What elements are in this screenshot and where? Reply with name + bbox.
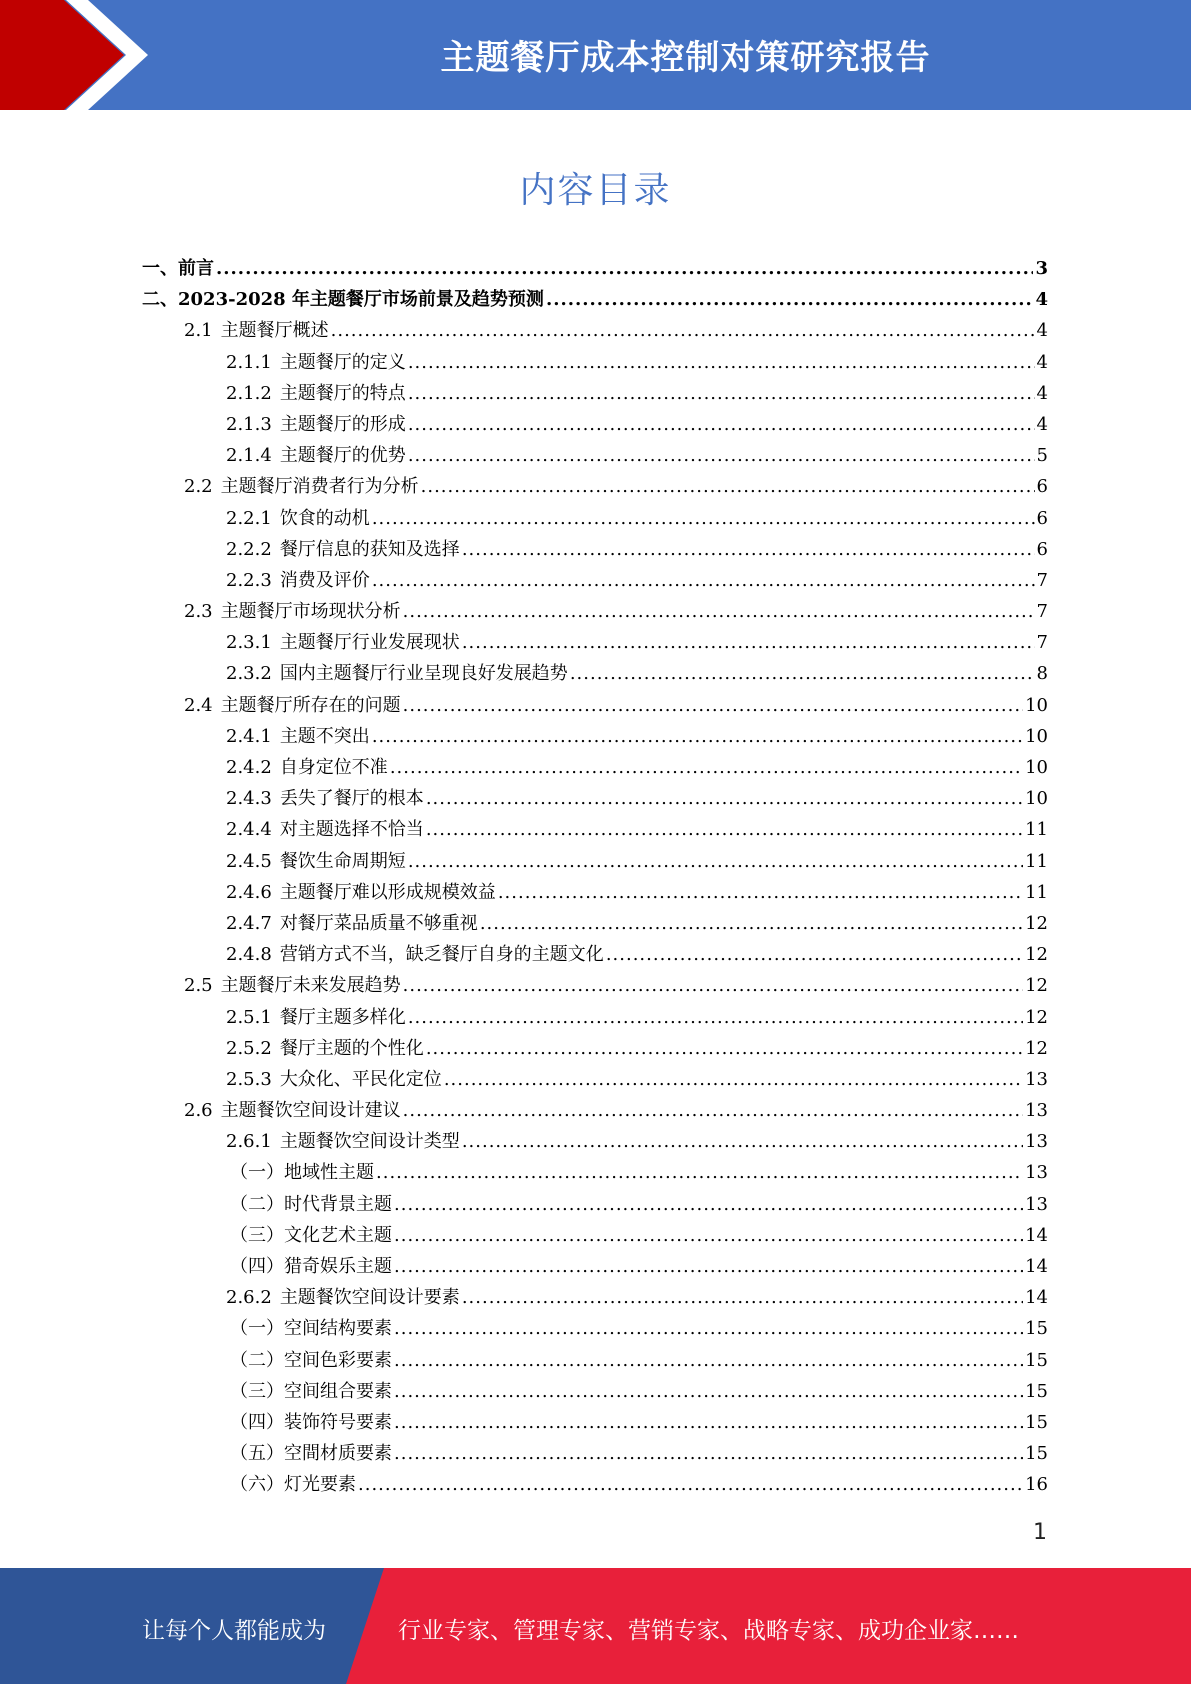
toc-entry-title: （三）文化艺术主题 <box>230 1224 392 1246</box>
toc-entry-number: 2.3.1 <box>226 632 272 654</box>
toc-leader-dots <box>462 632 1035 653</box>
toc-entry-title: 主题餐厅未来发展趋势 <box>220 975 401 997</box>
toc-entry[interactable] <box>142 815 1048 846</box>
toc-leader-dots <box>462 1131 1023 1152</box>
toc-leader-dots <box>394 1194 1023 1215</box>
toc-entry-number: 2.3 <box>184 601 213 623</box>
toc-entry-number: 2.1.4 <box>226 445 272 467</box>
toc-entry[interactable] <box>142 1003 1048 1034</box>
toc-entry[interactable] <box>142 1034 1048 1065</box>
toc-entry-number: 2.4.4 <box>226 819 272 841</box>
toc-entry-title: 主题餐厅行业发展现状 <box>279 632 460 654</box>
toc-leader-dots <box>372 726 1023 747</box>
toc-entry[interactable] <box>142 1346 1048 1377</box>
toc-leader-dots <box>408 1007 1023 1028</box>
toc-entry[interactable] <box>142 940 1048 971</box>
toc-leader-dots <box>426 788 1023 809</box>
toc-entry-title: 消费及评价 <box>279 569 370 591</box>
toc-leader-dots <box>390 757 1023 778</box>
toc-entry-title: 餐厅主题多样化 <box>279 1006 406 1028</box>
toc-entry[interactable] <box>142 597 1048 628</box>
toc-entry-title: 餐厅信息的获知及选择 <box>279 538 460 560</box>
toc-entry-number: 2.1.1 <box>226 351 272 373</box>
toc-leader-dots <box>394 1381 1023 1402</box>
toc-leader-dots <box>376 1162 1023 1183</box>
toc-leader-dots <box>331 320 1035 341</box>
toc-leader-dots <box>403 601 1035 622</box>
toc-entry-page: 4 <box>1036 351 1048 373</box>
toc-entry-page: 11 <box>1025 819 1048 841</box>
toc-entry-number: 2.4.3 <box>226 788 272 810</box>
table-of-contents <box>142 254 1048 1502</box>
toc-entry[interactable] <box>142 1408 1048 1439</box>
toc-leader-dots <box>546 289 1034 310</box>
toc-entry-page: 15 <box>1025 1349 1048 1371</box>
toc-entry-page: 10 <box>1025 694 1048 716</box>
toc-entry[interactable] <box>142 1158 1048 1189</box>
toc-entry-number: 2.5.1 <box>226 1006 272 1028</box>
toc-leader-dots <box>606 944 1023 965</box>
toc-entry-title: 主题餐厅概述 <box>220 320 329 342</box>
toc-entry-page: 14 <box>1025 1287 1048 1309</box>
toc-entry[interactable] <box>142 1470 1048 1501</box>
toc-entry-title: （二）时代背景主题 <box>230 1193 392 1215</box>
toc-entry-page: 13 <box>1025 1193 1048 1215</box>
toc-entry[interactable] <box>142 1127 1048 1158</box>
toc-leader-dots <box>462 539 1035 560</box>
toc-entry-page: 12 <box>1025 1037 1048 1059</box>
toc-entry[interactable] <box>142 535 1048 566</box>
toc-leader-dots <box>498 882 1023 903</box>
page-footer <box>0 1568 1191 1684</box>
toc-entry-title: （一）空间结构要素 <box>230 1318 392 1340</box>
toc-entry-title: 大众化、平民化定位 <box>279 1068 442 1090</box>
toc-entry-title: 饮食的动机 <box>279 507 370 529</box>
toc-entry-page: 16 <box>1025 1474 1048 1496</box>
toc-entry[interactable] <box>142 659 1048 690</box>
toc-entry-page: 7 <box>1036 569 1048 591</box>
toc-entry-number: 2.2.3 <box>226 569 272 591</box>
toc-entry-title: （四）装饰符号要素 <box>230 1411 392 1433</box>
toc-entry[interactable] <box>142 1314 1048 1345</box>
toc-entry-page: 4 <box>1036 382 1048 404</box>
toc-entry-number: 2.6.1 <box>226 1131 272 1153</box>
toc-leader-dots <box>358 1474 1023 1495</box>
toc-entry-title: 自身定位不准 <box>279 757 388 778</box>
toc-entry[interactable] <box>142 1096 1048 1127</box>
toc-entry-number: 2.2 <box>184 476 213 498</box>
toc-entry-title: 餐厅主题的个性化 <box>279 1037 424 1059</box>
toc-entry-title: 主题餐厅难以形成规模效益 <box>279 881 496 903</box>
toc-entry-number: 2.4.1 <box>226 725 272 747</box>
toc-entry-page: 7 <box>1036 601 1048 623</box>
toc-entry-title: 国内主题餐厅行业呈现良好发展趋势 <box>279 663 568 685</box>
toc-entry-page: 10 <box>1025 725 1048 747</box>
toc-leader-dots <box>408 352 1035 373</box>
toc-entry-number: 2.4.2 <box>226 757 272 778</box>
toc-leader-dots <box>408 414 1035 435</box>
toc-entry-title: 主题餐厅的优势 <box>279 445 406 467</box>
toc-entry-page: 6 <box>1036 538 1048 560</box>
toc-leader-dots <box>394 1443 1023 1464</box>
toc-entry-title: （二）空间色彩要素 <box>230 1349 392 1371</box>
toc-entry-page: 10 <box>1025 788 1048 810</box>
toc-entry-page: 14 <box>1025 1224 1048 1246</box>
toc-entry[interactable] <box>142 753 1048 784</box>
toc-entry-title: 营销方式不当，缺乏餐厅自身的主题文化 <box>279 944 604 966</box>
toc-entry-page: 6 <box>1036 507 1048 529</box>
toc-entry-page: 4 <box>1036 320 1048 342</box>
page-header <box>0 0 1191 110</box>
toc-entry-title: 主题餐厅的定义 <box>279 351 406 373</box>
toc-leader-dots <box>421 476 1035 497</box>
toc-entry[interactable] <box>142 1377 1048 1408</box>
toc-entry-page: 12 <box>1025 975 1048 997</box>
toc-entry-title: （四）猎奇娱乐主题 <box>230 1256 392 1277</box>
toc-leader-dots <box>444 1069 1023 1090</box>
toc-entry-page: 15 <box>1025 1443 1048 1465</box>
toc-entry-title: 丢失了餐厅的根本 <box>279 788 424 810</box>
toc-leader-dots <box>480 913 1023 934</box>
toc-entry-page: 15 <box>1025 1380 1048 1402</box>
toc-entry-page: 8 <box>1036 663 1048 685</box>
toc-entry-page: 15 <box>1025 1411 1048 1433</box>
toc-entry-page: 4 <box>1035 289 1048 311</box>
toc-entry[interactable] <box>142 379 1048 410</box>
toc-entry[interactable] <box>142 847 1048 878</box>
toc-entry-number: 2.1.2 <box>226 382 272 404</box>
toc-heading: 内容目录 <box>519 170 672 211</box>
toc-entry-page: 12 <box>1025 912 1048 934</box>
toc-entry[interactable] <box>142 285 1048 316</box>
toc-leader-dots <box>394 1412 1023 1433</box>
toc-entry-page: 10 <box>1025 757 1048 778</box>
toc-entry[interactable] <box>142 722 1048 753</box>
toc-entry-title: 对主题选择不恰当 <box>279 819 424 841</box>
toc-entry-page: 13 <box>1025 1162 1048 1184</box>
toc-leader-dots <box>408 851 1023 872</box>
toc-entry[interactable] <box>142 348 1048 379</box>
toc-entry[interactable] <box>142 971 1048 1002</box>
toc-entry-title: 主题餐厅消费者行为分析 <box>220 476 419 498</box>
toc-entry-title: 主题餐饮空间设计建议 <box>220 1100 401 1122</box>
toc-entry-title: 主题餐饮空间设计要素 <box>279 1287 460 1309</box>
toc-entry-page: 5 <box>1036 445 1048 467</box>
toc-leader-dots <box>394 1318 1023 1339</box>
toc-leader-dots <box>408 445 1035 466</box>
toc-entry-page: 11 <box>1025 881 1048 903</box>
toc-leader-dots <box>462 1287 1023 1308</box>
toc-entry-number: 2.5.2 <box>226 1037 272 1059</box>
toc-entry-title: 主题餐厅的形成 <box>279 413 406 435</box>
toc-entry-title: 一、前言 <box>142 258 214 279</box>
footer-slogan-right: 行业专家、管理专家、营销专家、战略专家、成功企业家…… <box>398 1618 1019 1644</box>
report-title: 主题餐厅成本控制对策研究报告 <box>440 38 931 78</box>
toc-entry-title: 主题不突出 <box>279 725 370 747</box>
toc-entry-page: 3 <box>1035 258 1048 279</box>
toc-entry-page: 15 <box>1025 1318 1048 1340</box>
toc-entry-number: 2.5.3 <box>226 1068 272 1090</box>
toc-entry-page: 13 <box>1025 1131 1048 1153</box>
toc-leader-dots <box>216 258 1033 279</box>
toc-entry[interactable] <box>142 441 1048 472</box>
toc-entry-number: 2.2.1 <box>226 507 272 529</box>
toc-entry-title: 对餐厅菜品质量不够重视 <box>279 912 478 934</box>
toc-leader-dots <box>394 1350 1023 1371</box>
toc-entry-title: 主题餐厅的特点 <box>279 382 406 404</box>
toc-entry-page: 7 <box>1036 632 1048 654</box>
toc-entry-number: 2.2.2 <box>226 538 272 560</box>
toc-entry[interactable] <box>142 1065 1048 1096</box>
toc-entry-title: 二、2023-2028 年主题餐厅市场前景及趋势预测 <box>142 289 544 311</box>
toc-entry-page: 14 <box>1025 1256 1048 1277</box>
toc-entry[interactable] <box>142 1221 1048 1252</box>
toc-entry-page: 13 <box>1025 1100 1048 1122</box>
toc-entry[interactable] <box>142 1439 1048 1470</box>
toc-entry-number: 2.4.8 <box>226 944 272 966</box>
toc-entry-title: （五）空間材质要素 <box>230 1443 392 1465</box>
toc-entry-page: 4 <box>1036 413 1048 435</box>
toc-entry-number: 2.4 <box>184 694 213 716</box>
toc-entry[interactable] <box>142 878 1048 909</box>
toc-leader-dots <box>403 695 1023 716</box>
toc-entry-title: （一）地域性主题 <box>230 1162 374 1184</box>
toc-entry-title: 餐饮生命周期短 <box>279 850 406 872</box>
toc-entry-number: 2.4.6 <box>226 881 272 903</box>
toc-entry-number: 2.4.7 <box>226 912 272 934</box>
toc-entry[interactable] <box>142 254 1048 285</box>
toc-leader-dots <box>394 1225 1023 1246</box>
toc-entry[interactable] <box>142 1283 1048 1314</box>
toc-leader-dots <box>394 1256 1023 1277</box>
toc-leader-dots <box>426 819 1023 840</box>
toc-leader-dots <box>570 663 1035 684</box>
toc-entry-number: 2.5 <box>184 975 213 997</box>
toc-entry-page: 13 <box>1025 1068 1048 1090</box>
toc-entry-number: 2.1.3 <box>226 413 272 435</box>
toc-entry[interactable] <box>142 628 1048 659</box>
footer-slogan-left: 让每个人都能成为 <box>142 1618 326 1644</box>
toc-entry[interactable] <box>142 316 1048 347</box>
toc-leader-dots <box>426 1038 1023 1059</box>
toc-entry-title: 主题餐饮空间设计类型 <box>279 1131 460 1153</box>
toc-entry[interactable] <box>142 1252 1048 1283</box>
toc-entry[interactable] <box>142 566 1048 597</box>
toc-entry-page: 12 <box>1025 1006 1048 1028</box>
toc-entry[interactable] <box>142 504 1048 535</box>
toc-entry-title: 主题餐厅市场现状分析 <box>220 601 401 623</box>
toc-entry[interactable] <box>142 691 1048 722</box>
toc-entry-page: 12 <box>1025 944 1048 966</box>
toc-leader-dots <box>403 975 1023 996</box>
toc-leader-dots <box>372 570 1035 591</box>
toc-entry-number: 2.4.5 <box>226 850 272 872</box>
toc-entry[interactable] <box>142 472 1048 503</box>
toc-entry-number: 2.6 <box>184 1100 213 1122</box>
toc-entry[interactable] <box>142 410 1048 441</box>
page-number: 1 <box>1033 1520 1047 1545</box>
toc-entry-number: 2.3.2 <box>226 663 272 685</box>
toc-entry-title: （三）空间组合要素 <box>230 1380 392 1402</box>
toc-leader-dots <box>408 383 1035 404</box>
toc-entry-page: 11 <box>1025 850 1048 872</box>
toc-entry-title: 主题餐厅所存在的问题 <box>220 694 401 716</box>
toc-entry[interactable] <box>142 784 1048 815</box>
toc-leader-dots <box>372 508 1035 529</box>
toc-entry-number: 2.6.2 <box>226 1287 272 1309</box>
toc-entry-page: 6 <box>1036 476 1048 498</box>
toc-entry-title: （六）灯光要素 <box>230 1474 356 1496</box>
toc-leader-dots <box>403 1100 1023 1121</box>
toc-entry-number: 2.1 <box>184 320 213 342</box>
toc-entry[interactable] <box>142 1190 1048 1221</box>
toc-entry[interactable] <box>142 909 1048 940</box>
